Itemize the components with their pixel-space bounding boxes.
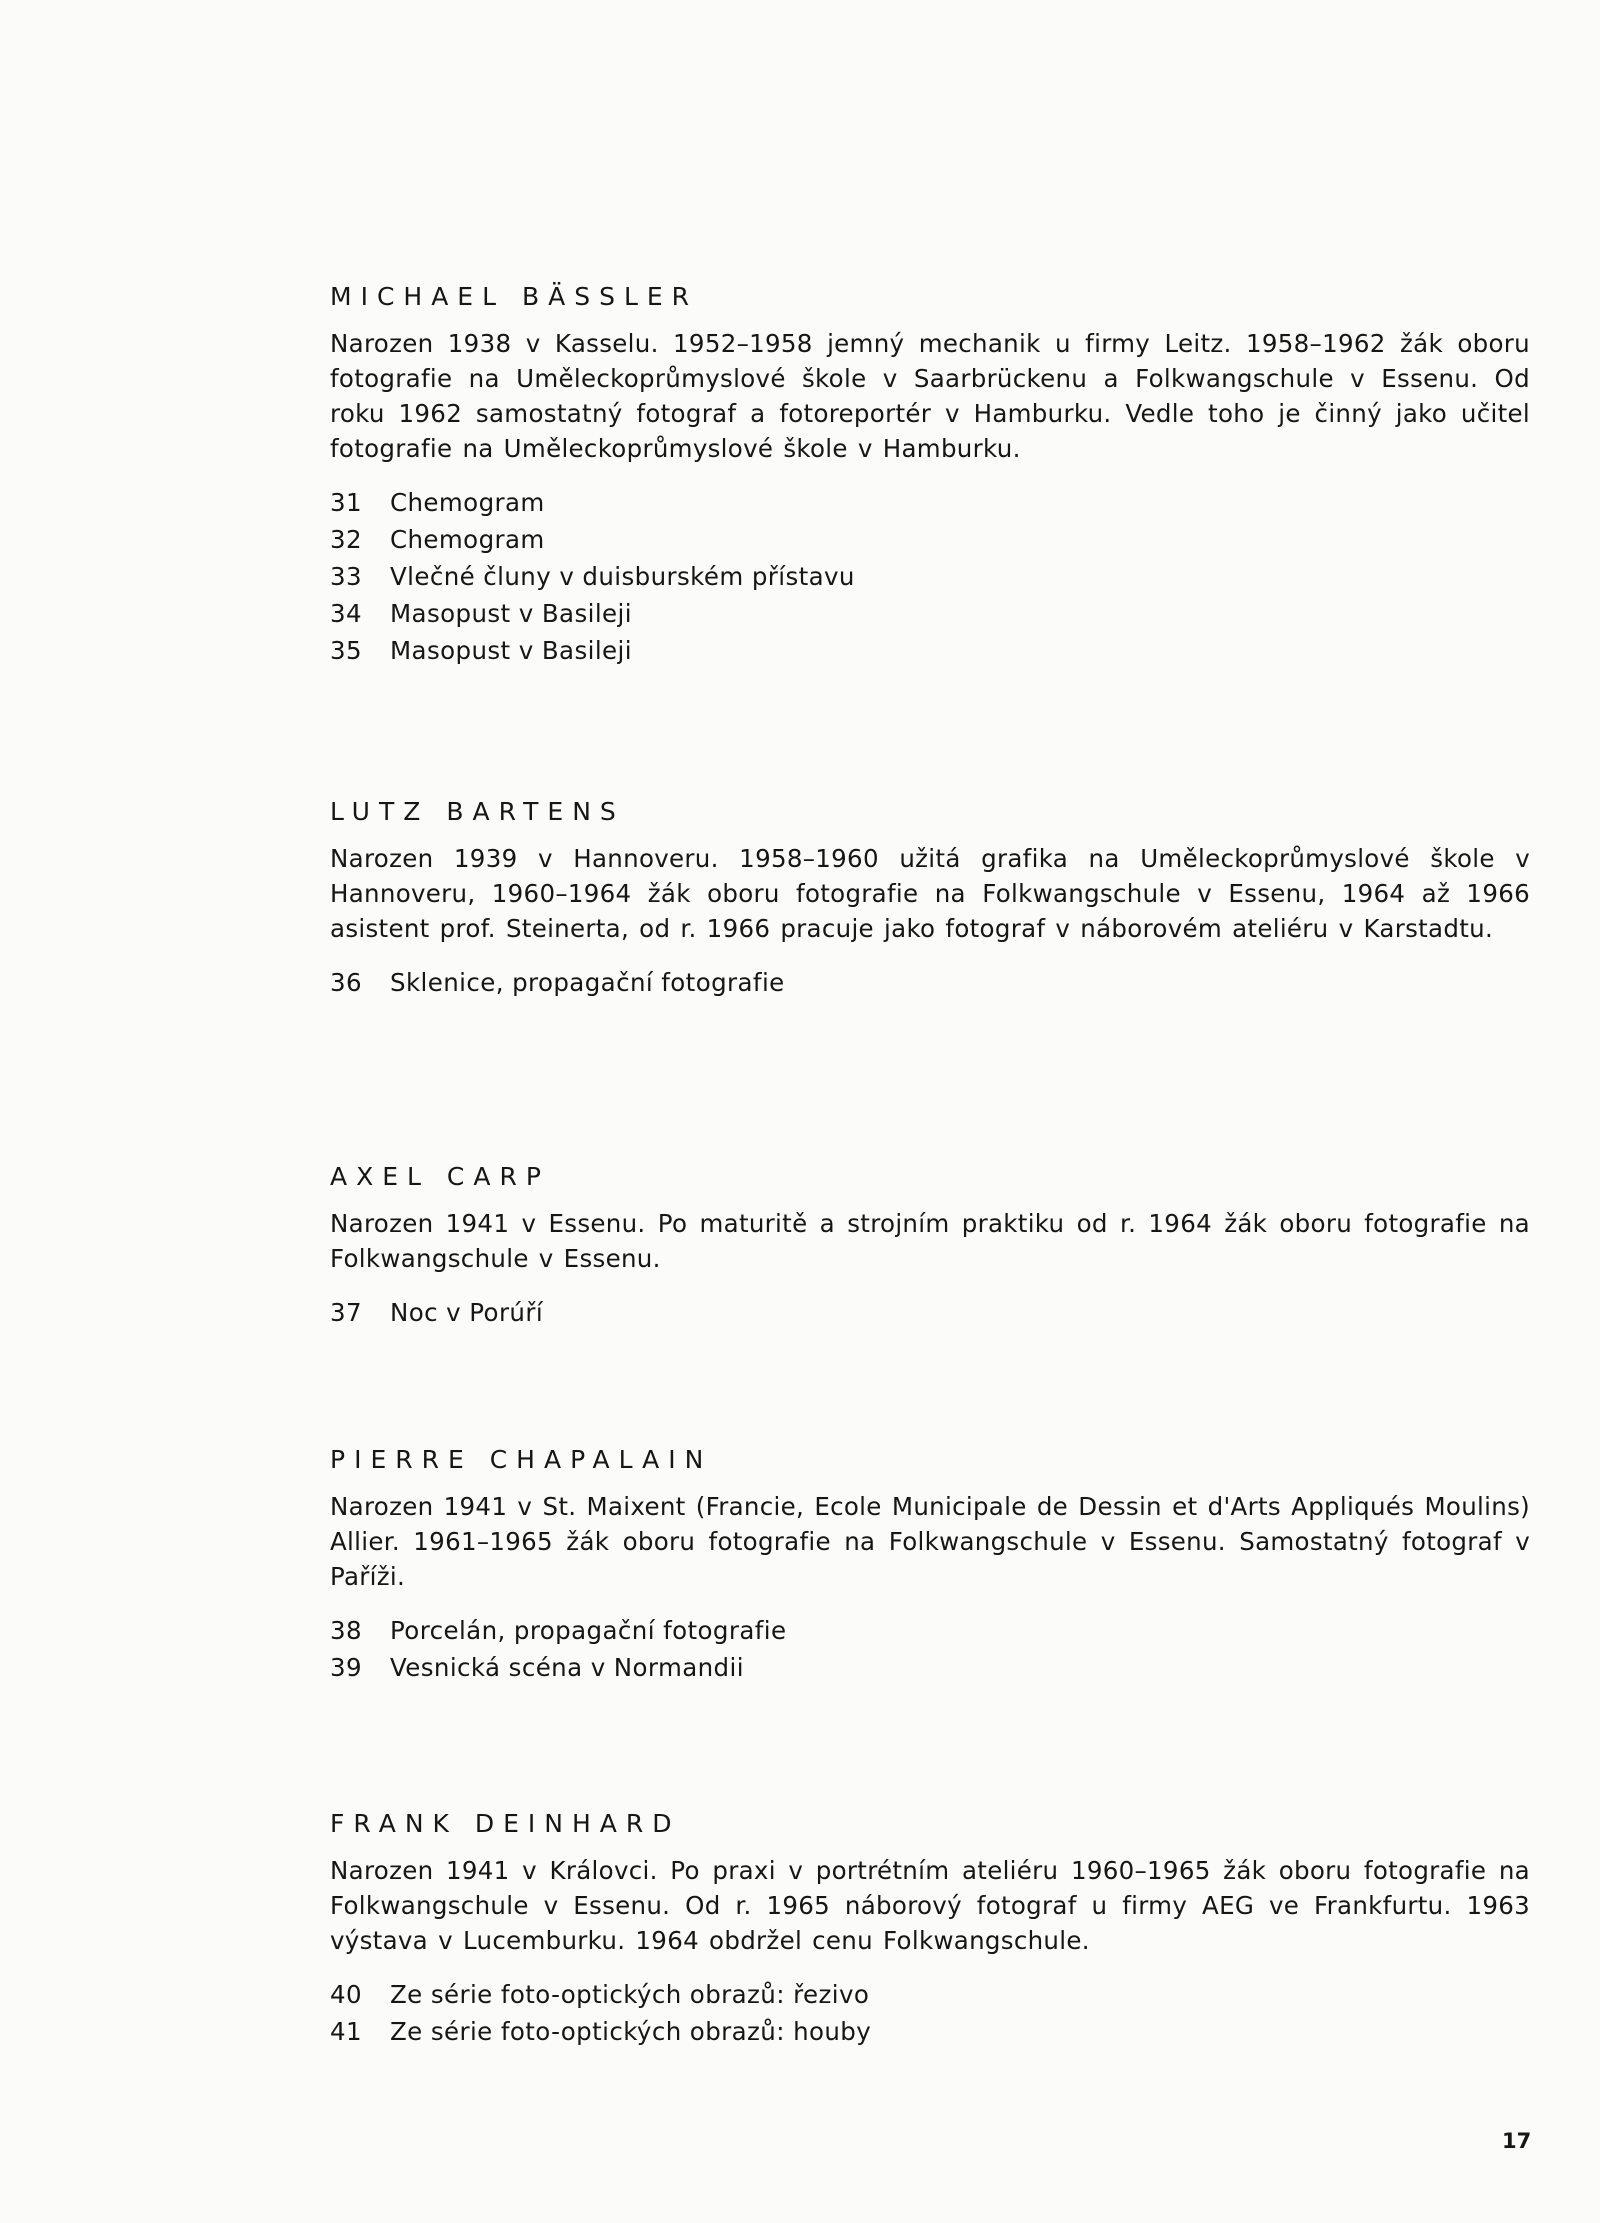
work-item: [330, 521, 1530, 558]
work-item: [330, 2013, 1530, 2050]
work-number: 32: [330, 525, 362, 554]
work-title: Noc v Porúří: [390, 1298, 544, 1327]
artist-name: LUTZ BARTENS: [330, 797, 625, 826]
artist-bio: Narozen 1941 v Královci. Po praxi v portrétním ateliéru 1960–1965 žák oboru fotografie na Folkwangschule v Essenu. Od r. 1965 náborový fotograf u firmy AEG ve Frankfurtu. 1963 výstava v Lucemburku. 1964 obdržel cenu Folkwangschule.: [330, 1856, 1530, 1955]
work-number: 38: [330, 1616, 362, 1645]
work-item: [330, 558, 1530, 595]
work-number: 41: [330, 2017, 362, 2046]
work-number: 33: [330, 562, 362, 591]
works-list: [330, 1294, 1530, 1331]
work-title: Chemogram: [390, 525, 545, 554]
work-number: 35: [330, 636, 362, 665]
works-list: [330, 1976, 1530, 2050]
work-item: [330, 632, 1530, 669]
work-title: Vesnická scéna v Normandii: [390, 1653, 744, 1682]
work-title: Sklenice, propagační fotografie: [390, 968, 785, 997]
work-number: 34: [330, 599, 362, 628]
work-title: Masopust v Basileji: [390, 599, 632, 628]
work-title: Masopust v Basileji: [390, 636, 632, 665]
work-title: Vlečné čluny v duisburském přístavu: [390, 562, 855, 591]
artist-name: AXEL CARP: [330, 1162, 550, 1191]
artist-section-bartens: [330, 795, 1530, 1001]
work-item: [330, 1649, 1530, 1686]
work-number: 31: [330, 488, 362, 517]
artist-bio: Narozen 1939 v Hannoveru. 1958–1960 užitá grafika na Uměleckoprůmyslové škole v Hannoveru, 1960–1964 žák oboru fotografie na Folkwangschule v Essenu, 1964 až 1966 asistent prof. Steinerta, od r. 1966 pracuje jako fotograf v náborovém ateliéru v Karstadtu.: [330, 844, 1530, 943]
works-list: [330, 484, 1530, 669]
work-title: Chemogram: [390, 488, 545, 517]
work-number: 39: [330, 1653, 362, 1682]
artist-name: PIERRE CHAPALAIN: [330, 1445, 713, 1474]
works-list: [330, 964, 1530, 1001]
work-item: [330, 1612, 1530, 1649]
works-list: [330, 1612, 1530, 1686]
artist-section-bassler: [330, 280, 1530, 669]
work-number: 36: [330, 968, 362, 997]
artist-name: MICHAEL BÄSSLER: [330, 282, 699, 311]
artist-bio: Narozen 1941 v St. Maixent (Francie, Ecole Municipale de Dessin et d'Arts Appliqués Moulins) Allier. 1961–1965 žák oboru fotografie na Folkwangschule v Essenu. Samostatný fotograf v Paříži.: [330, 1492, 1530, 1591]
work-item: [330, 1976, 1530, 2013]
artist-section-deinhard: [330, 1807, 1530, 2050]
work-item: [330, 1294, 1530, 1331]
artist-name: FRANK DEINHARD: [330, 1809, 681, 1838]
work-item: [330, 484, 1530, 521]
work-item: [330, 964, 1530, 1001]
work-number: 40: [330, 1980, 362, 2009]
artist-bio: Narozen 1941 v Essenu. Po maturitě a strojním praktiku od r. 1964 žák oboru fotografie na Folkwangschule v Essenu.: [330, 1209, 1530, 1273]
artist-section-carp: [330, 1160, 1530, 1331]
page-number: 17: [1502, 2129, 1532, 2153]
work-title: Porcelán, propagační fotografie: [390, 1616, 787, 1645]
artist-section-chapalain: [330, 1443, 1530, 1686]
work-item: [330, 595, 1530, 632]
work-title: Ze série foto-optických obrazů: houby: [390, 2017, 872, 2046]
work-number: 37: [330, 1298, 362, 1327]
artist-bio: Narozen 1938 v Kasselu. 1952–1958 jemný mechanik u firmy Leitz. 1958–1962 žák oboru fotografie na Uměleckoprůmyslové škole v Saarbrückenu a Folkwangschule v Essenu. Od roku 1962 samostatný fotograf a fotoreportér v Hamburku. Vedle toho je činný jako učitel fotografie na Uměleckoprůmyslové škole v Hamburku.: [330, 329, 1530, 463]
work-title: Ze série foto-optických obrazů: řezivo: [390, 1980, 870, 2009]
